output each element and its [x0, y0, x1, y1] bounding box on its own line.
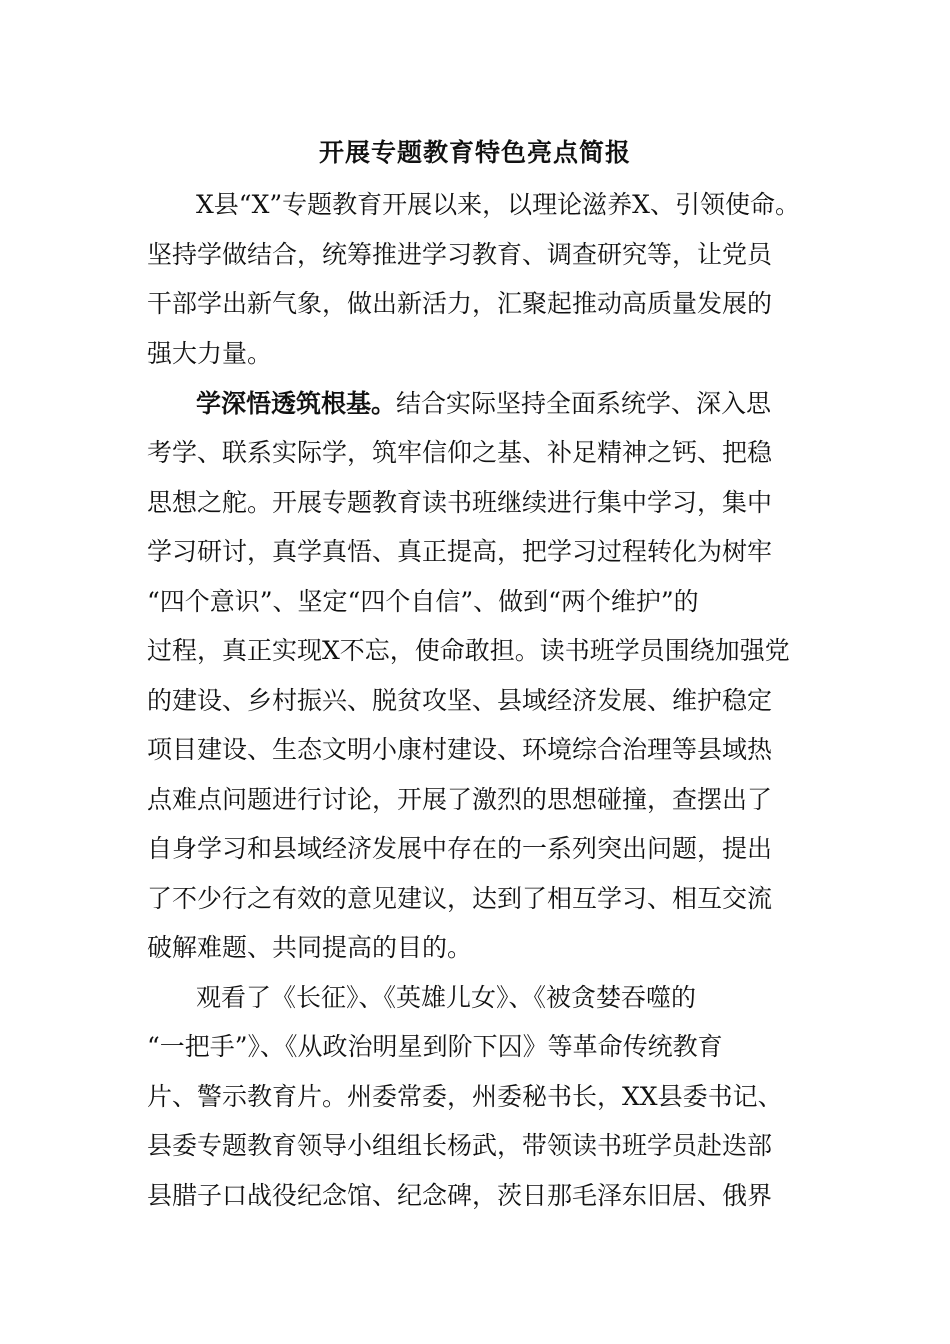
paragraph-line: 观看了《长征》、《英雄儿女》、《被贪婪吞噬的 [196, 983, 697, 1012]
paragraph-line: 学习研讨，真学真悟、真正提高，把学习过程转化为树牢 [147, 537, 773, 566]
paragraph-text: 结合实际坚持全面系统学、深入思 [396, 389, 772, 418]
paragraph-line: 点难点问题进行讨论，开展了激烈的思想碰撞，查摆出了 [147, 785, 773, 814]
paragraph-line: 县腊子口战役纪念馆、纪念碑，茨日那毛泽东旧居、俄界 [147, 1181, 773, 1210]
paragraph-line: “一把手”》、《从政治明星到阶下囚》等革命传统教育 [147, 1032, 723, 1061]
paragraph-line: 片、警示教育片。州委常委，州委秘书长，XX县委书记、 [147, 1082, 783, 1111]
paragraph-line: 自身学习和县域经济发展中存在的一系列突出问题，提出 [147, 834, 773, 863]
paragraph-line: 干部学出新气象，做出新活力，汇聚起推动高质量发展的 [147, 289, 773, 318]
paragraph-line: X县“X”专题教育开展以来，以理论滋养X、引领使命。 [196, 190, 800, 219]
paragraph-line: 强大力量。 [147, 339, 273, 368]
paragraph-line [196, 384, 771, 424]
paragraph-line: 了不少行之有效的意见建议，达到了相互学习、相互交流 [147, 884, 773, 913]
document-title: 开展专题教育特色亮点简报 [318, 138, 631, 167]
paragraph-line: 坚持学做结合，统筹推进学习教育、调查研究等，让党员 [147, 240, 773, 269]
paragraph-line: 的建设、乡村振兴、脱贫攻坚、县域经济发展、维护稳定 [147, 686, 773, 715]
paragraph-line: 破解难题、共同提高的目的。 [147, 933, 473, 962]
paragraph-line: 过程，真正实现X不忘，使命敢担。读书班学员围绕加强党 [147, 636, 790, 665]
section-heading: 学深悟透筑根基。 [196, 389, 397, 418]
paragraph-line: 项目建设、生态文明小康村建设、环境综合治理等县域热 [147, 735, 773, 764]
paragraph-line: “四个意识”、坚定“四个自信”、做到“两个维护”的 [147, 587, 699, 616]
paragraph-line: 县委专题教育领导小组组长杨武，带领读书班学员赴迭部 [147, 1131, 773, 1160]
paragraph-line: 考学、联系实际学，筑牢信仰之基、补足精神之钙、把稳 [147, 438, 773, 467]
paragraph-line: 思想之舵。开展专题教育读书班继续进行集中学习，集中 [147, 488, 773, 517]
